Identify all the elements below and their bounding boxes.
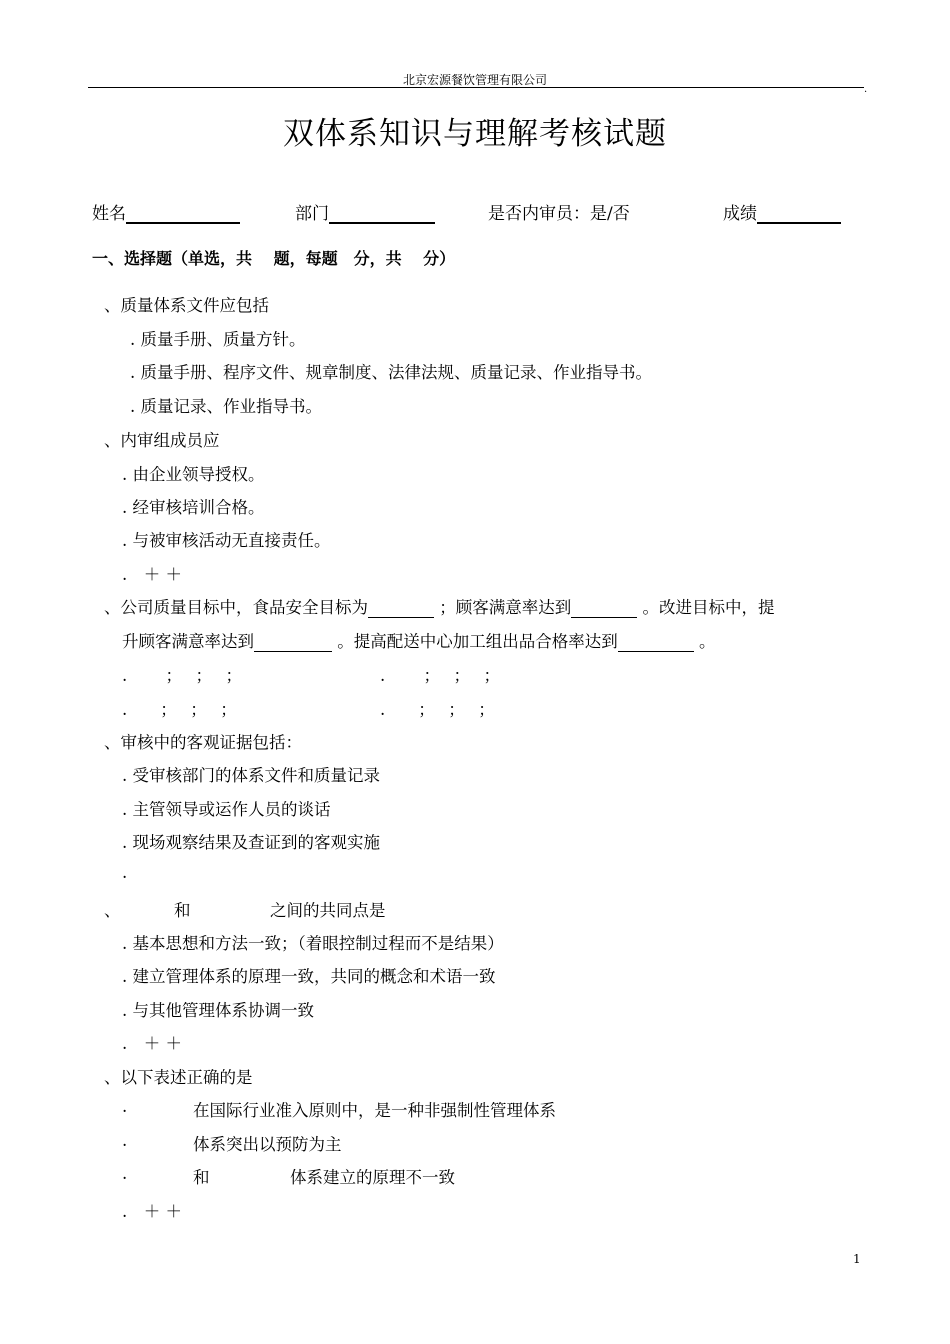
q5-stem-prefix: 、 — [104, 901, 121, 920]
q2-option-a: . 由企业领导授权。 — [122, 465, 265, 484]
q6-stem: 、以下表述正确的是 — [104, 1068, 253, 1087]
dept-label: 部门 — [295, 204, 329, 224]
header-mark: . — [864, 84, 868, 95]
q6-option-b-mark: . — [122, 1131, 128, 1150]
name-label: 姓名 — [92, 204, 126, 224]
score-field — [723, 199, 841, 224]
q6-option-a-mark: . — [122, 1097, 128, 1116]
header-rule — [88, 87, 864, 88]
q1-option-c: . 质量记录、作业指导书。 — [130, 397, 322, 416]
q2-option-b: . 经审核培训合格。 — [122, 498, 265, 517]
q3-option-c: . ； ； ； — [122, 700, 237, 719]
page-title: 双体系知识与理解考核试题 — [283, 116, 667, 152]
q3-option-b: . ； ； ； — [380, 666, 500, 685]
section-heading: 一、选择题（单选，共 题，每题 分，共 分） — [92, 249, 456, 268]
q3-blank-4 — [618, 633, 694, 652]
q4-option-a: . 受审核部门的体系文件和质量记录 — [122, 766, 380, 785]
q1-option-a: . 质量手册、质量方针。 — [130, 330, 306, 349]
q4-option-d: . — [122, 863, 128, 882]
q5-option-c: . 与其他管理体系协调一致 — [122, 1001, 314, 1020]
name-field — [92, 199, 240, 224]
q4-option-c: . 现场观察结果及查证到的客观实施 — [122, 833, 380, 852]
dept-field — [295, 199, 435, 224]
q5-option-d: . ＋ ＋ — [122, 1034, 182, 1053]
dept-blank — [329, 203, 435, 224]
q6-option-b-text: 体系突出以预防为主 — [193, 1135, 342, 1154]
auditor-field: 是否内审员：是/否 — [488, 204, 630, 224]
q2-option-c: . 与被审核活动无直接责任。 — [122, 531, 331, 550]
q3-stem-line1: 、公司质量目标中，食品安全目标为 ；顾客满意率达到 。改进目标中，提 — [104, 598, 775, 617]
q5-option-a: . 基本思想和方法一致；（着眼控制过程而不是结果） — [122, 934, 504, 953]
q1-option-b: . 质量手册、程序文件、规章制度、法律法规、质量记录、作业指导书。 — [130, 363, 652, 382]
q2-option-d: . ＋ ＋ — [122, 565, 182, 584]
q5-option-b: . 建立管理体系的原理一致，共同的概念和术语一致 — [122, 967, 496, 986]
q3-option-a: . ； ； ； — [122, 666, 242, 685]
company-header: 北京宏源餐饮管理有限公司 — [402, 73, 547, 87]
name-blank — [126, 203, 240, 224]
q6-option-d: . ＋ ＋ — [122, 1202, 182, 1221]
q5-stem-and: 和 — [174, 901, 191, 920]
q5-stem-rest: 之间的共同点是 — [270, 901, 386, 920]
q2-stem: 、内审组成员应 — [104, 431, 220, 450]
q3-stem-line2: 升顾客满意率达到 。提高配送中心加工组出品合格率达到 。 — [122, 632, 716, 651]
score-blank — [757, 203, 841, 224]
page-number: 1 — [853, 1252, 861, 1266]
q1-stem: 、质量体系文件应包括 — [104, 296, 269, 315]
q3-option-d: . ； ； ； — [380, 700, 495, 719]
score-label: 成绩 — [723, 204, 757, 224]
q3-blank-2 — [571, 599, 637, 618]
q4-stem: 、审核中的客观证据包括： — [104, 733, 302, 752]
q4-option-b: . 主管领导或运作人员的谈话 — [122, 800, 331, 819]
q3-blank-1 — [368, 599, 434, 618]
q6-option-a-text: 在国际行业准入原则中，是一种非强制性管理体系 — [193, 1101, 556, 1120]
q6-option-c-and: 和 — [193, 1168, 210, 1187]
q3-blank-3 — [254, 633, 332, 652]
q6-option-c-text: 体系建立的原理不一致 — [290, 1168, 455, 1187]
q6-option-c-mark: . — [122, 1164, 128, 1183]
